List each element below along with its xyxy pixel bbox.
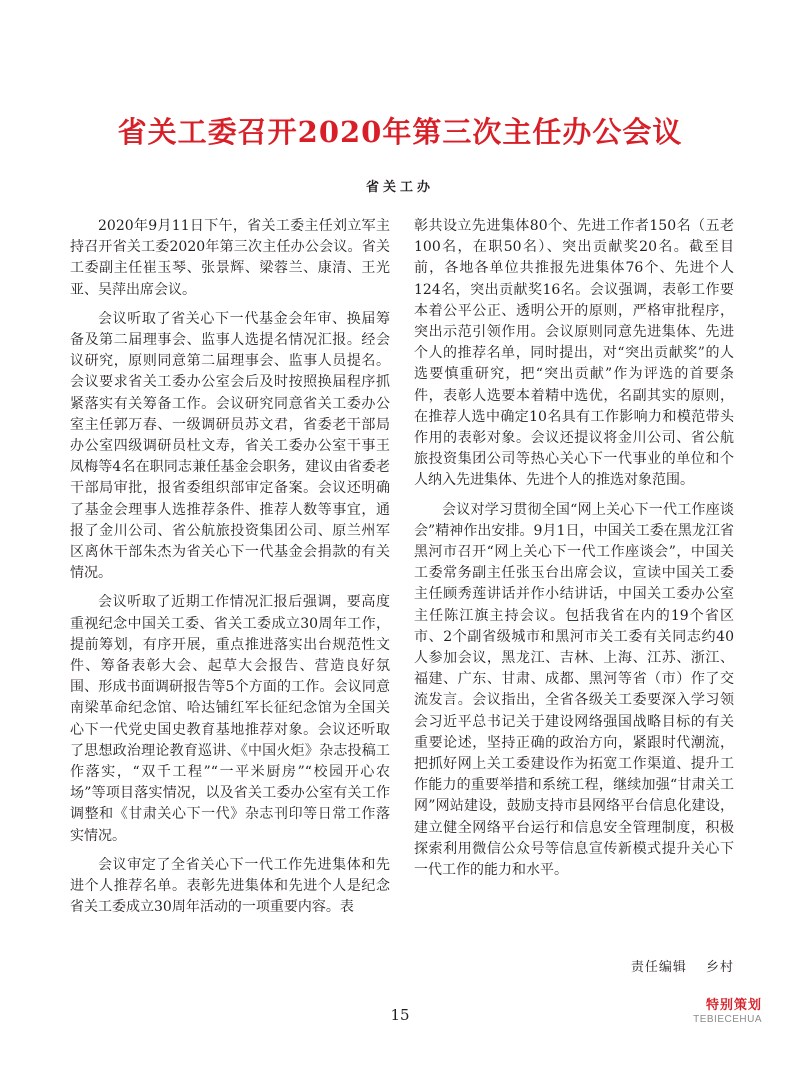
left-column <box>70 216 390 927</box>
article-title: 省关工委召开2020年第三次主任办公会议 <box>117 115 683 149</box>
paragraph: 会议对学习贯彻全国“网上关心下一代工作座谈会”精神作出安排。9月1日，中国关工委在黑龙江省黑河市召开“网上关心下一代工作座谈会”，中国关工委常务副主任张玉台出席会议，宣读中国关工委主任顾秀莲讲话并作小结讲话，中国关工委办公室主任陈江旗主持会议。包括我省在内的19个省区市、2个副省级城市和黑河市关工委有关同志约40人参加会议，黑龙江、吉林、上海、江苏、浙江、福建、广东、甘肃、成都、黑河等省（市）作了交流发言。会议指出，全省各级关工委要深入学习领会习近平总书记关于建设网络强国战略目标的有关重要论述，坚持正确的政治方向，紧跟时代潮流，把抓好网上关工委建设作为拓宽工作渠道、提升工作能力的重要举措和系统工程，继续加强“甘肃关工网”网站建设，鼓励支持市县网络平台信息化建设，建立健全网络平台运行和信息安全管理制度，积极探索利用微信公众号等信息宣传新模式提升关心下一代工作的能力和水平。 <box>414 501 734 879</box>
paragraph: 会议听取了省关心下一代基金会年审、换届筹备及第二届理事会、监事人选提名情况汇报。经会议研究，原则同意第二届理事会、监事人员提名。会议要求省关工委办公室会后及时按照换届程序抓紧落实有关筹备工作。会议研究同意省关工委办公室主任郭万春、一级调研员苏文君，省委老干部局办公室四级调研员杜文寿，省关工委办公室干事王凤梅等4名在职同志兼任基金会职务，建议由省委老干部局审批，报省委组织部审定备案。会议还明确了基金会理事人选推荐条件、推荐人数等事宜，通报了金川公司、省公航旅投资集团公司、原兰州军区离休干部朱杰为省关心下一代基金会捐款的有关情况。 <box>70 310 390 582</box>
section-tag <box>693 994 762 1025</box>
page-number: 15 <box>390 1006 410 1024</box>
paragraph: 2020年9月11日下午，省关工委主任刘立军主持召开省关工委2020年第三次主任办公会议。省关工委副主任崔玉琴、张景辉、梁蓉兰、康清、王光亚、吴萍出席会议。 <box>70 218 390 298</box>
section-name-cn: 特别策划 <box>705 998 762 1013</box>
article-byline: 省关工办 <box>365 180 434 195</box>
paragraph: 会议听取了近期工作情况汇报后强调，要高度重视纪念中国关工委、省关工委成立30周年工作，提前筹划，有序开展，重点推进落实出台规范性文件、筹备表彰大会、起草大会报告、营造良好氛围、形成书面调研报告等5个方面的工作。会议同意南梁革命纪念馆、哈达铺红军长征纪念馆为全国关心下一代党史国史教育基地推荐对象。会议还听取了思想政治理论教育巡讲、《中国火炬》杂志投稿工作落实，“双千工程”“一平米厨房”“校园开心农场”等项目落实情况，以及省关工委办公室有关工作调整和《甘肃关心下一代》杂志刊印等日常工作落实情况。 <box>70 594 390 844</box>
paragraph: 会议审定了全省关心下一代工作先进集体和先进个人推荐名单。表彰先进集体和先进个人是纪念省关工委成立30周年活动的一项重要内容。表 <box>70 856 390 916</box>
paragraph: 彰共设立先进集体80个、先进工作者150名（五老100名，在职50名）、突出贡献奖20名。截至目前，各地各单位共推报先进集体76个、先进个人124名，突出贡献奖16名。会议强调，表彰工作要本着公平公正、透明公开的原则，严格审批程序，突出示范引领作用。会议原则同意先进集体、先进个人的推荐名单，同时提出，对“突出贡献奖”的人选要慎重研究，把“突出贡献”作为评选的首要条件，表彰人选要本着精中选优，名副其实的原则，在推荐人选中确定10名具有工作影响力和模范带头作用的表彰对象。会议还提议将金川公司、省公航旅投资集团公司等热心关心下一代事业的单位和个人纳入先进集体、先进个人的推选对象范围。 <box>414 218 734 489</box>
right-column <box>414 216 734 889</box>
editor-name: 乡村 <box>705 960 734 975</box>
editor-credit <box>617 956 734 975</box>
section-name-en: TEBIECEHUA <box>693 1014 762 1025</box>
editor-label: 责任编辑 <box>630 960 687 975</box>
